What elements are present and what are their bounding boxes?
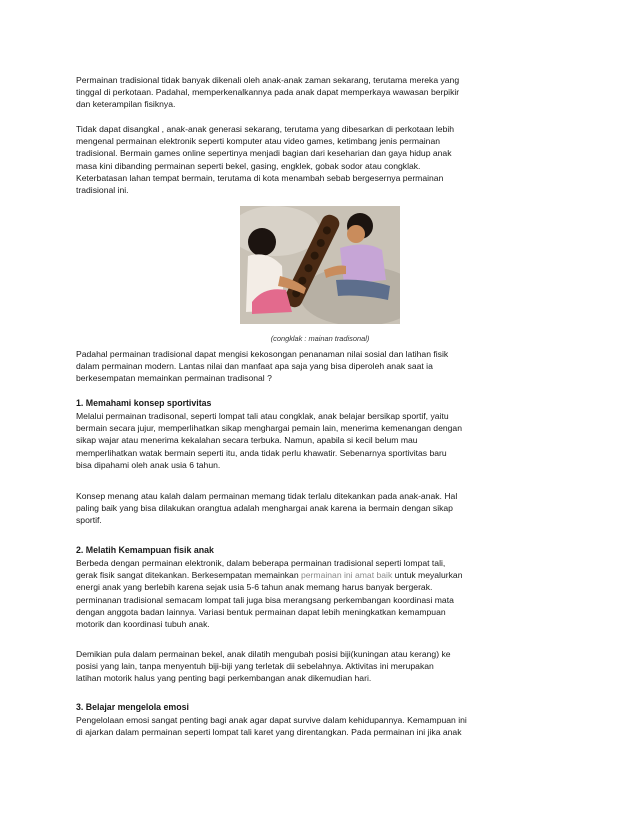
text-line: Konsep menang atau kalah dalam permainan memang tidak terlalu ditekankan pada anak-anak. Hal — [76, 491, 458, 501]
text-line: Padahal permainan tradisional dapat mengisi kekosongan penanaman nilai sosial dan latihan fisik — [76, 349, 449, 359]
figure-caption: (congklak : mainan tradisonal) — [270, 334, 370, 343]
question-paragraph — [76, 348, 566, 385]
text-line: sportif. — [76, 515, 102, 526]
section-1-paragraph-2 — [76, 490, 566, 527]
text-line: Keterbatasan lahan tempat bermain, terutama di kota menambah sebab bergesernya permainan — [76, 172, 444, 183]
text-line: masa kini dibanding permainan seperti bekel, gasing, engklek, gobak sodor atau congklak. — [76, 160, 421, 171]
text-line: motorik dan koordinasi tubuh anak. — [76, 619, 210, 630]
text-line: Melalui permainan tradisonal, seperti lompat tali atau congklak, anak belajar bersikap sportif, yaitu — [76, 411, 449, 421]
text-line: perminanan tradisional semacam lompat tali juga bisa merangsang perkembangan koordinasi mata — [76, 594, 454, 605]
text-line: berkesempatan memainkan permainan tradisonal ? — [76, 373, 272, 384]
text-line: tinggal di perkotaan. Padahal, memperkenalkannya pada anak dapat memperkaya wawasan berpikir — [76, 87, 460, 98]
section-3-paragraph-1 — [76, 714, 566, 738]
text-line: sikap wajar atau menerima kekalahan secara terbuka. Namun, apabila si kecil belum mau — [76, 435, 418, 446]
text-line: energi anak yang berlebih karena sejak usia 5-6 tahun anak memang harus banyak bergerak. — [76, 582, 433, 593]
inline-link[interactable]: permainan ini amat baik — [301, 570, 393, 581]
text-line: tradisional ini. — [76, 185, 129, 196]
text-line: Permainan tradisional tidak banyak dikenali oleh anak-anak zaman sekarang, terutama mereka yang — [76, 75, 460, 85]
section-1-paragraph-1 — [76, 410, 566, 471]
text-line — [76, 569, 566, 581]
intro-paragraph — [76, 74, 566, 111]
section-2-paragraph-2 — [76, 648, 566, 685]
context-paragraph — [76, 123, 566, 196]
text-line: Pengelolaan emosi sangat penting bagi anak agar dapat survive dalam kehidupannya. Kemampuan ini — [76, 715, 467, 725]
text-line: latihan motorik halus yang penting bagi perkembangan anak dikemudian hari. — [76, 673, 372, 684]
section-heading-2: 2. Melatih Kemampuan fisik anak — [76, 545, 214, 555]
text-line: tradisional. Bermain games online sepertinya menjadi bagian dari keseharian dan gaya hidup anak — [76, 148, 452, 159]
text-line: dengan anggota badan lainnya. Variasi bentuk permainan dapat lebih meningkatkan kemampuan — [76, 606, 446, 617]
text-line: di ajarkan dalam permainan seperti lompat tali karet yang direntangkan. Pada permainan ini jika anak — [76, 727, 462, 738]
text-line: paling baik yang bisa dilakukan orangtua adalah menghargai anak karena ia bermain dengan sikap — [76, 503, 453, 514]
text-line: memperlihatkan watak bermain seperti itu, anda tidak perlu khawatir. Sebenarnya sportivitas baru — [76, 447, 447, 458]
children-playing-congklak-image — [240, 206, 400, 324]
text-line: bisa dipahami oleh anak usia 6 tahun. — [76, 459, 221, 470]
text-line: dan keterampilan fisiknya. — [76, 99, 176, 110]
text-line: Demikian pula dalam permainan bekel, anak dilatih mengubah posisi biji(kuningan atau kerang) ke — [76, 649, 451, 659]
congklak-photo — [240, 206, 400, 346]
text-line: Berbeda dengan permainan elektronik, dalam beberapa permainan tradisional seperti lompat tali, — [76, 558, 446, 568]
text-segment: untuk meyalurkan — [392, 570, 463, 581]
text-line: mengenal permainan elektronik seperti komputer atau video games, ketimbang jenis permainan — [76, 136, 441, 147]
text-segment: gerak fisik sangat ditekankan. Berkesempatan memainkan — [76, 570, 301, 581]
text-line: posisi yang lain, tanpa menyentuh biji-biji yang terletak dii sebelahnya. Aktivitas ini merupakan — [76, 661, 434, 672]
text-line: bermain secara jujur, memperlihatkan sikap menghargai pemain lain, menerima kemenangan dengan — [76, 423, 462, 434]
text-line: Tidak dapat disangkal , anak-anak generasi sekarang, terutama yang dibesarkan di perkotaan lebih — [76, 124, 455, 134]
section-heading-1: 1. Memahami konsep sportivitas — [76, 398, 212, 408]
text-line: dalam permainan modern. Lantas nilai dan manfaat apa saja yang bisa diperoleh anak saat ia — [76, 361, 433, 372]
section-heading-3: 3. Belajar mengelola emosi — [76, 702, 189, 712]
section-2-paragraph-1 — [76, 557, 566, 630]
